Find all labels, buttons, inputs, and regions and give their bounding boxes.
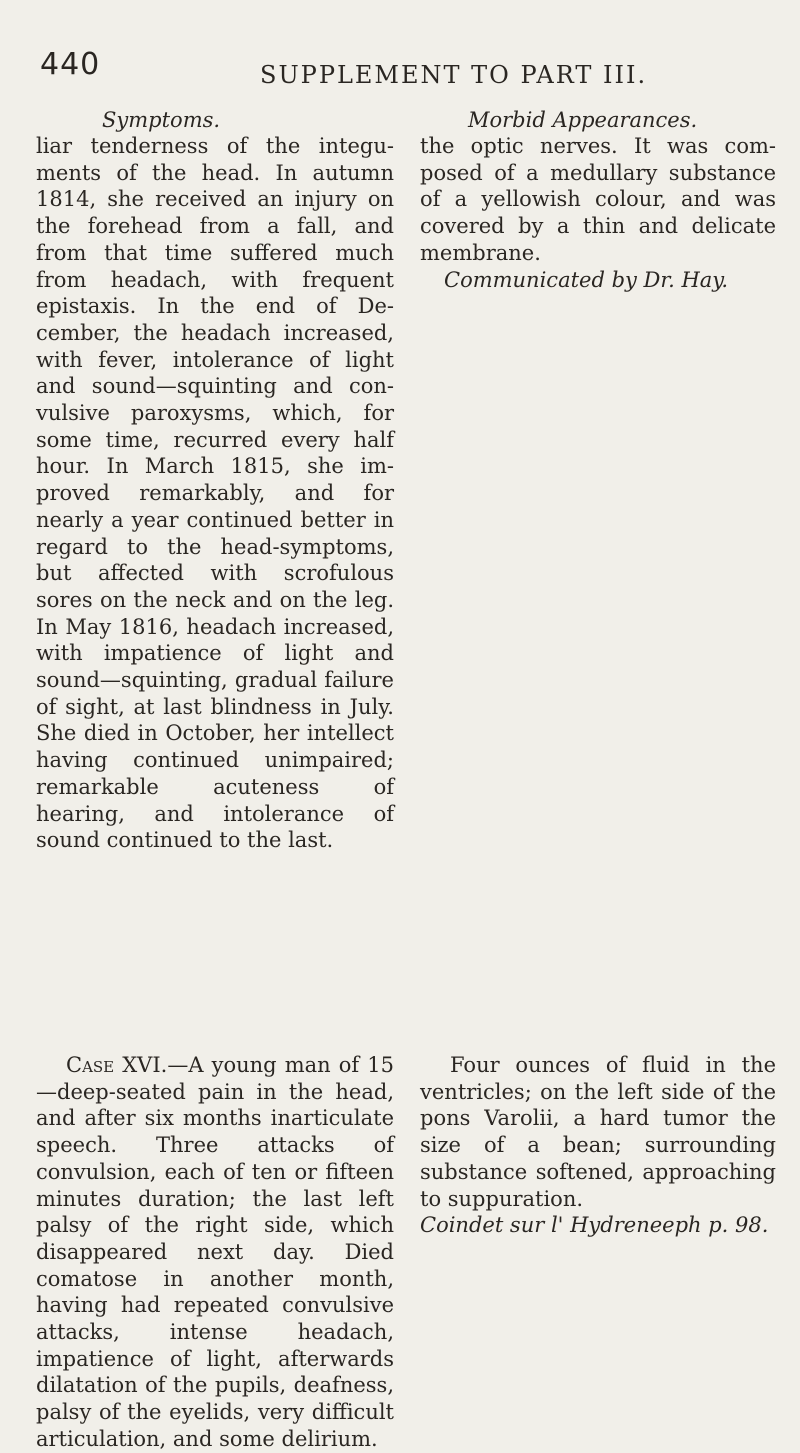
morbid-appearances-heading: Morbid Appearances.: [468, 108, 698, 132]
running-head: SUPPLEMENT TO PART III.: [260, 61, 648, 89]
case-xvi-morbid: [420, 1052, 776, 1239]
case-xvi-paragraph: [36, 1052, 394, 1453]
symptoms-heading: Symptoms.: [102, 108, 221, 132]
morbid-appearances-column: [420, 107, 776, 293]
attribution: Communicated by Dr. Hay.: [444, 267, 729, 292]
page-number: 440: [40, 47, 101, 82]
case-label: Case XVI.: [66, 1053, 168, 1077]
citation: Coindet sur l' Hydreneeph p. 98.: [420, 1213, 769, 1238]
symptoms-paragraph-1: liar tenderness of the integuments of the head. In autumn 1814, she received an injury on the forehead from a fall, and from that time suffered much from headach, with frequent epistaxis. In the end of December, the headach increased, with fever, intolerance of light and sound—squinting and convulsive paroxysms, which, for some time, recurred every half hour. In March 1815, she improved remarkably, and for nearly a year continued better in regard to the head-symptoms, but affected with scrofulous sores on the neck and on the leg. In May 1816, headach increased, with impatience of light and sound—squinting, gradual failure of sight, at last blindness in July. She died in October, her intellect having continued unimpaired; remarkable acuteness of hearing, and intolerance of sound continued to the last.: [36, 134, 394, 853]
case-xvi-symptoms: [36, 1052, 394, 1453]
morbid-paragraph-2: Four ounces of fluid in the ventricles; on the left side of the pons Varolii, a hard tumor the size of a bean; surrounding substance softened, approaching to suppuration.: [420, 1053, 776, 1211]
symptoms-column: [36, 107, 394, 854]
case-xvi-text: —A young man of 15—deep-seated pain in the head, and after six months inarticulate speech. Three attacks of convulsion, each of ten or fifteen minutes duration; the last left palsy of the right side, which disappeared next day. Died comatose in another month, having had repeated convulsive attacks, intense headach, impatience of light, afterwards dilatation of the pupils, deafness, palsy of the eyelids, very difficult articulation, and some delirium.: [36, 1053, 395, 1451]
morbid-paragraph-1: the optic nerves. It was composed of a medullary substance of a yellowish colour, and was covered by a thin and delicate membrane.: [420, 134, 776, 265]
page-header: [34, 48, 774, 92]
